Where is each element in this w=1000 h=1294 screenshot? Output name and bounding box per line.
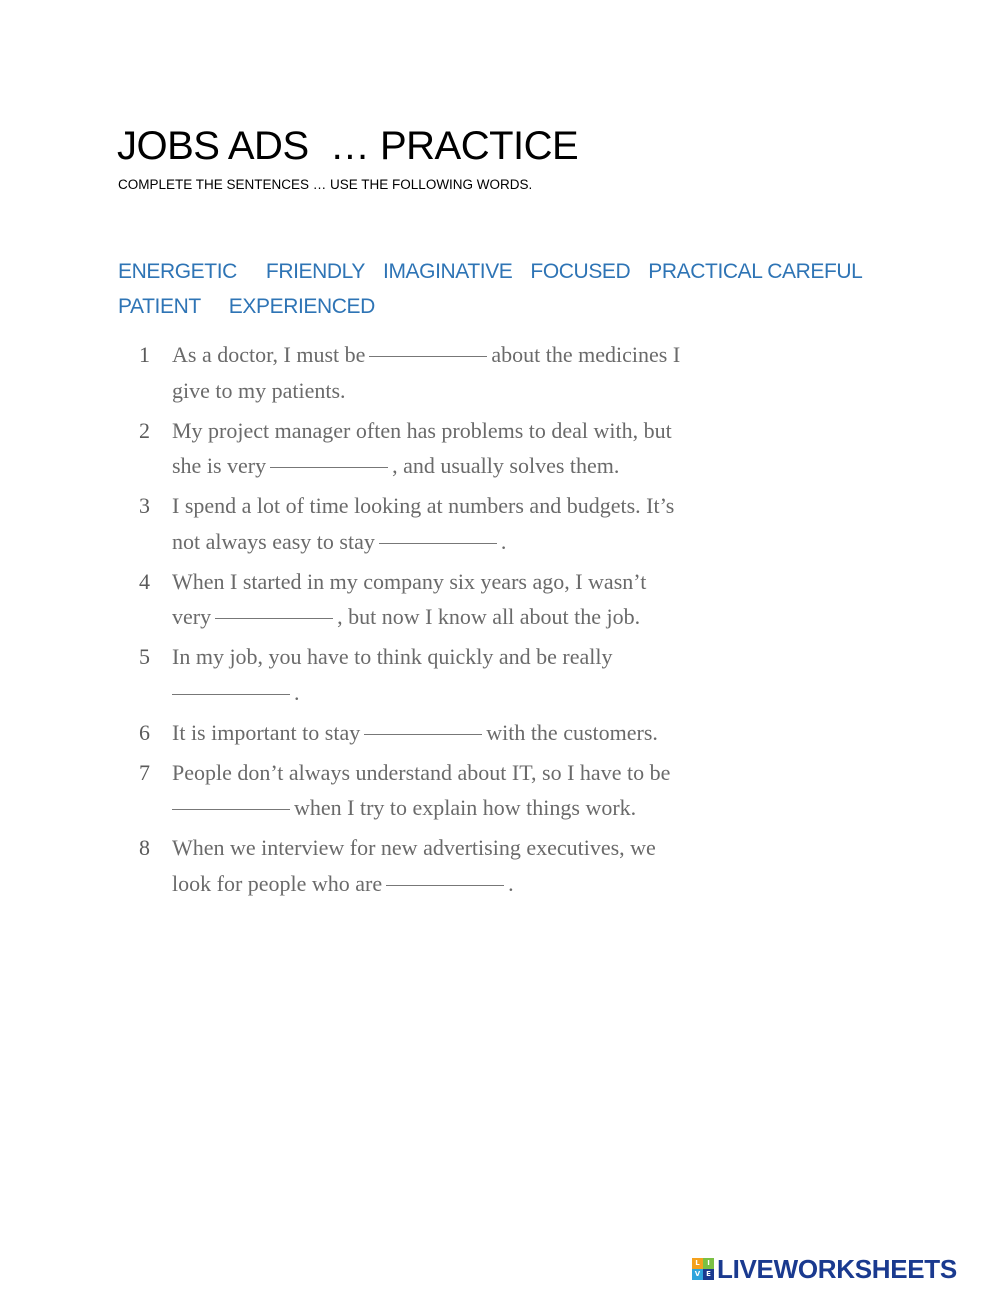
word-friendly: FRIENDLY	[265, 260, 366, 283]
liveworksheets-icon	[692, 1258, 714, 1280]
exercise-item	[135, 564, 825, 635]
page-title: JOBS ADS … PRACTICE	[117, 124, 579, 168]
item-text: .	[508, 870, 514, 896]
item-text: .	[294, 679, 300, 705]
answer-blank[interactable]	[172, 694, 290, 695]
answer-blank[interactable]	[379, 543, 497, 544]
item-text: when I try to explain how things work.	[294, 795, 637, 820]
logo-letter: V	[692, 1269, 703, 1280]
item-text: with the customers.	[486, 719, 658, 745]
exercise-item	[135, 715, 825, 751]
word-bank	[118, 254, 908, 324]
item-number: 1	[139, 342, 150, 367]
exercise-item	[135, 337, 825, 408]
word-bank-line-1	[118, 254, 908, 289]
word-patient: PATIENT	[118, 295, 201, 318]
item-text: very	[172, 604, 212, 629]
item-number: 3	[139, 493, 150, 518]
item-text: , but now I know all about the job.	[337, 604, 641, 629]
answer-blank[interactable]	[364, 734, 482, 735]
liveworksheets-logo	[692, 1254, 957, 1284]
word-imaginative: IMAGINATIVE	[383, 260, 513, 283]
item-number: 7	[139, 759, 150, 785]
word-energetic: ENERGETIC	[118, 260, 237, 283]
exercise-item	[135, 639, 825, 710]
item-text: look for people who are	[172, 870, 383, 896]
answer-blank[interactable]	[369, 356, 487, 357]
logo-letter: L	[692, 1258, 703, 1269]
item-text: It is important to stay	[172, 719, 361, 745]
item-text: When we interview for new advertising executives, we	[172, 835, 656, 860]
exercise-item	[135, 755, 825, 826]
answer-blank[interactable]	[386, 885, 504, 886]
logo-text: LIVEWORKSHEETS	[717, 1253, 957, 1284]
word-focused: FOCUSED	[530, 260, 631, 283]
exercise-list	[135, 337, 825, 906]
item-text: I spend a lot of time looking at numbers and budgets. It’s	[172, 493, 675, 518]
item-text: she is very	[172, 453, 267, 478]
item-number: 4	[139, 568, 150, 594]
item-text: , and usually solves them.	[392, 453, 620, 478]
item-number: 6	[139, 719, 150, 745]
item-text: In my job, you have to think quickly and be really	[172, 644, 613, 669]
item-text: People don’t always understand about IT, so I have to be	[172, 759, 671, 785]
instructions: COMPLETE THE SENTENCES … USE THE FOLLOWING WORDS.	[118, 177, 533, 192]
logo-letter: E	[703, 1269, 714, 1280]
answer-blank[interactable]	[215, 618, 333, 619]
item-text: give to my patients.	[172, 377, 346, 403]
item-text: .	[500, 528, 507, 554]
item-text: not always easy to stay	[172, 528, 375, 554]
answer-blank[interactable]	[172, 809, 290, 810]
exercise-item	[135, 413, 825, 484]
item-text: As a doctor, I must be	[172, 342, 366, 367]
word-experienced: EXPERIENCED	[228, 295, 375, 318]
item-number: 2	[139, 417, 150, 443]
logo-letter: I	[703, 1258, 714, 1269]
item-text: When I started in my company six years ago, I wasn’t	[172, 568, 647, 594]
item-number: 5	[139, 644, 150, 669]
answer-blank[interactable]	[270, 467, 388, 468]
word-practical-careful: PRACTICAL CAREFUL	[648, 260, 863, 283]
exercise-item	[135, 830, 825, 901]
item-text: about the medicines I	[491, 342, 681, 367]
word-bank-line-2	[118, 289, 908, 324]
exercise-item	[135, 488, 825, 559]
item-text: My project manager often has problems to deal with, but	[172, 417, 672, 443]
item-number: 8	[139, 835, 150, 860]
